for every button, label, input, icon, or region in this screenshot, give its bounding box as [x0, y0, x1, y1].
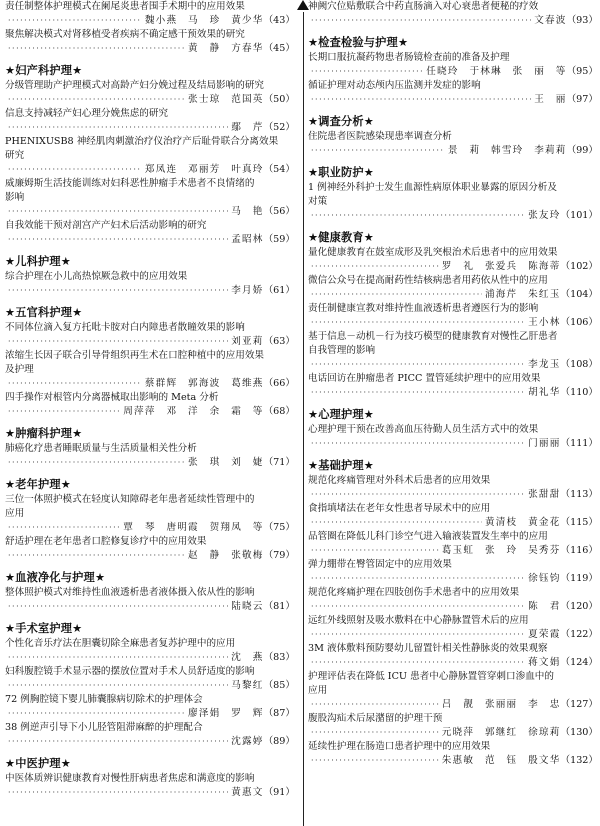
entry-page-number: （43） [263, 15, 295, 26]
toc-entry[interactable] [308, 0, 598, 28]
entry-authors: 任晓玲 于林琳 张 丽 等 [426, 66, 567, 77]
toc-entry[interactable] [308, 558, 598, 586]
entry-meta [5, 786, 295, 800]
entry-meta [5, 521, 295, 535]
entry-meta [308, 628, 598, 642]
entry-title: 规范化疼痛管理对外科术后患者的应用效果 [308, 475, 491, 486]
entry-authors: 张甜甜 [528, 489, 561, 500]
toc-section [5, 304, 295, 419]
entry-page-number: （91） [263, 787, 295, 798]
entry-meta [308, 572, 598, 586]
entry-page-number: （95） [566, 66, 598, 77]
leader-dots [311, 544, 439, 558]
toc-section [308, 406, 598, 451]
leader-dots [311, 656, 525, 670]
entry-title: 长期口服抗凝药物患者肠镜检查前的准备及护理 [308, 52, 510, 63]
toc-entry[interactable] [308, 51, 598, 79]
entry-title: 品管圈在降低儿科门诊空气进入输液装置发生率中的应用 [308, 531, 548, 542]
entry-meta [5, 735, 295, 749]
toc-entry[interactable] [5, 391, 295, 419]
entry-title: 护理评估表在降低 ICU 患者中心静脉置管穿刺口渗血中的 [308, 671, 554, 682]
toc-entry[interactable] [5, 493, 295, 535]
leader-dots [8, 163, 142, 177]
leader-dots [311, 316, 525, 330]
leader-dots [8, 14, 142, 28]
entry-title: 研究 [5, 150, 25, 161]
entry-page-number: （99） [566, 145, 598, 156]
entry-meta [308, 209, 598, 223]
entry-page-number: （113） [560, 489, 598, 500]
leader-dots [311, 260, 439, 274]
entry-page-number: （101） [560, 210, 598, 221]
entry-title: 责任制健康宣教对维持性血液透析患者遵医行为的影响 [308, 303, 539, 314]
leader-dots [8, 205, 228, 219]
entry-page-number: （93） [566, 15, 598, 26]
entry-meta [308, 726, 598, 740]
entry-meta [308, 544, 598, 558]
toc-entry[interactable] [308, 181, 598, 223]
leader-dots [311, 93, 531, 107]
entry-title: 38 例逆声引导下小儿胫管阻滞麻醉的护理配合 [5, 722, 203, 733]
entry-meta [5, 377, 295, 391]
section-heading: ★老年护理★ [5, 478, 72, 491]
entry-page-number: （54） [263, 164, 295, 175]
entry-page-number: （120） [560, 601, 598, 612]
entry-authors: 葛玉虹 张 玲 吴秀芬 [441, 545, 561, 556]
entry-title: 聚焦解决模式对肾移植受者疾病不确定感干预效果的研究 [5, 29, 245, 40]
entry-meta [308, 516, 598, 530]
entry-authors: 浦海芹 朱红玉 [484, 289, 561, 300]
entry-title: 个性化音乐疗法在胆囊切除全麻患者复苏护理中的应用 [5, 638, 236, 649]
toc-entry[interactable] [5, 177, 295, 219]
toc-entry[interactable] [308, 502, 598, 530]
entry-page-number: （122） [560, 629, 598, 640]
leader-dots [8, 735, 228, 749]
entry-title: 自我效能干预对剖宫产产妇术后活动影响的研究 [5, 220, 207, 231]
section-heading: ★职业防护★ [308, 166, 375, 179]
entry-page-number: （75） [263, 522, 295, 533]
leader-dots [311, 437, 525, 451]
entry-page-number: （89） [263, 736, 295, 747]
entry-title: 微信公众号在提高耐药性结核病患者用药依从性中的应用 [308, 275, 548, 286]
entry-authors: 张友玲 [528, 210, 561, 221]
toc-right-column [308, 0, 598, 768]
entry-title: 心理护理干预在改善高血压待勤人员生活方式中的效果 [308, 424, 539, 435]
leader-dots [8, 284, 228, 298]
entry-page-number: （83） [263, 652, 295, 663]
entry-meta [308, 386, 598, 400]
entry-title: 舒适护理在老年患者口腔修复诊疗中的应用效果 [5, 536, 207, 547]
leader-dots [8, 600, 228, 614]
entry-authors: 王 丽 [534, 94, 567, 105]
entry-meta [308, 437, 598, 451]
toc-entry[interactable] [5, 107, 295, 135]
entry-page-number: （111） [560, 438, 598, 449]
entry-meta [308, 93, 598, 107]
entry-page-number: （102） [560, 261, 598, 272]
entry-page-number: （104） [560, 289, 598, 300]
entry-title: 三位一体照护模式在轻度认知障碍老年患者延续性管理中的 [5, 494, 255, 505]
entry-page-number: （61） [263, 285, 295, 296]
entry-title: 3M 液体敷料预防婴幼儿留置针相关性静脉炎的效果观察 [308, 643, 548, 654]
entry-authors: 黄清枝 黄金花 [484, 517, 561, 528]
toc-entry[interactable] [5, 442, 295, 470]
leader-dots [311, 358, 525, 372]
toc-left-column [5, 0, 295, 800]
entry-title: 神阙穴位贴敷联合中药直肠滴入对心衰患者便秘的疗效 [308, 1, 539, 12]
entry-page-number: （71） [263, 457, 295, 468]
entry-title: 1 例神经外科护士发生血源性病原体职业暴露的原因分析及 [308, 182, 557, 193]
entry-authors: 刘亚莉 [231, 336, 264, 347]
entry-authors: 王小林 [528, 317, 561, 328]
entry-meta [5, 707, 295, 721]
entry-authors: 魏小燕 马 珍 黄少华 [144, 15, 264, 26]
entry-authors: 徐钰钧 [528, 573, 561, 584]
section-heading: ★调查分析★ [308, 115, 375, 128]
entry-page-number: （52） [263, 122, 295, 133]
entry-title: 远红外线照射及吸水敷料在中心静脉置管术后的应用 [308, 615, 529, 626]
leader-dots [311, 628, 525, 642]
entry-title: 住院患者医院感染现患率调查分析 [308, 131, 452, 142]
toc-entry[interactable] [5, 219, 295, 247]
leader-dots [8, 42, 185, 56]
entry-authors: 赵 静 张敬梅 [188, 550, 264, 561]
entry-authors: 廖泽娟 罗 辉 [188, 708, 264, 719]
leader-dots [8, 707, 185, 721]
toc-section [5, 569, 295, 614]
leader-dots [311, 516, 482, 530]
entry-title: 腹股沟疝术后尿潴留的护理干预 [308, 713, 443, 724]
leader-dots [311, 386, 525, 400]
leader-dots [311, 600, 525, 614]
entry-meta [308, 754, 598, 768]
toc-entry[interactable] [5, 772, 295, 800]
entry-title: 应用 [5, 508, 25, 519]
leader-dots [311, 14, 531, 28]
entry-meta [5, 405, 295, 419]
toc-entry[interactable] [308, 740, 598, 768]
entry-meta [308, 144, 598, 158]
entry-authors: 吕 靓 张丽丽 李 忠 [441, 699, 561, 710]
entry-authors: 郑凤连 邓丽芳 叶真玲 [144, 164, 264, 175]
toc-entry[interactable] [5, 79, 295, 107]
toc-section [5, 62, 295, 247]
entry-authors: 张士琼 范国英 [188, 94, 264, 105]
entry-title: 电话回访在肿瘤患者 PICC 置管延续护理中的应用效果 [308, 373, 541, 384]
entry-page-number: （115） [560, 517, 598, 528]
entry-title: 分级管理助产护理模式对高龄产妇分娩过程及结局影响的研究 [5, 80, 265, 91]
toc-section [5, 0, 295, 56]
entry-meta [5, 549, 295, 563]
section-heading: ★血液净化与护理★ [5, 571, 106, 584]
entry-title: 中医体质辨识健康教育对慢性肝病患者焦虑和满意度的影响 [5, 773, 255, 784]
entry-meta [308, 600, 598, 614]
section-heading: ★基础护理★ [308, 459, 375, 472]
leader-dots [8, 549, 185, 563]
entry-title: 威廉姆斯生活技能训练对妇科恶性肿瘤手术患者不良情绪的 [5, 178, 255, 189]
section-heading: ★儿科护理★ [5, 255, 72, 268]
entry-title: 72 例胸腔镜下婴儿肺囊腺病切除术的护理体会 [5, 694, 203, 705]
section-heading: ★心理护理★ [308, 408, 375, 421]
entry-title: 责任制整体护理模式在阑尾炎患者围手术期中的应用效果 [5, 1, 245, 12]
toc-entry[interactable] [5, 270, 295, 298]
entry-meta [308, 65, 598, 79]
entry-authors: 朱惠敏 范 钰 殷文华 [441, 755, 561, 766]
entry-page-number: （97） [566, 94, 598, 105]
entry-title: 对策 [308, 196, 328, 207]
entry-authors: 覃 琴 唐明霞 贺翔凤 等 [123, 522, 264, 533]
entry-meta [5, 679, 295, 693]
section-heading: ★中医护理★ [5, 757, 72, 770]
entry-meta [5, 335, 295, 349]
entry-authors: 张 琪 刘 婕 [188, 457, 264, 468]
entry-title: 影响 [5, 192, 25, 203]
toc-entry[interactable] [308, 246, 598, 274]
leader-dots [311, 488, 525, 502]
entry-page-number: （132） [560, 755, 598, 766]
section-heading: ★五官科护理★ [5, 306, 83, 319]
entry-page-number: （127） [560, 699, 598, 710]
column-divider [303, 12, 304, 826]
toc-section [5, 620, 295, 749]
entry-page-number: （68） [263, 406, 295, 417]
entry-page-number: （110） [560, 387, 598, 398]
toc-section [308, 34, 598, 107]
leader-dots [8, 233, 228, 247]
toc-entry[interactable] [5, 637, 295, 665]
entry-authors: 蔡群辉 郭海波 葛维燕 [144, 378, 264, 389]
section-heading: ★妇产科护理★ [5, 64, 83, 77]
entry-title: 量化健康教育在鼓室成形及乳突根治术后患者中的应用效果 [308, 247, 558, 258]
entry-page-number: （130） [560, 727, 598, 738]
entry-meta [5, 205, 295, 219]
entry-authors: 陈 君 [528, 601, 561, 612]
toc-section [308, 457, 598, 768]
leader-dots [311, 209, 525, 223]
entry-title: 弹力绷带在臀管固定中的应用效果 [308, 559, 452, 570]
leader-dots [311, 726, 439, 740]
entry-authors: 鄢 芹 [231, 122, 264, 133]
entry-title: 妇科腹腔镜手术显示器的摆放位置对手术人员舒适度的影响 [5, 666, 255, 677]
toc-entry[interactable] [5, 586, 295, 614]
toc-section [308, 229, 598, 400]
toc-entry[interactable] [308, 130, 598, 158]
entry-authors: 孟昭林 [231, 234, 264, 245]
entry-authors: 陆晓云 [231, 601, 264, 612]
entry-title: 循证护理对动态颅内压监测并发症的影响 [308, 80, 481, 91]
leader-dots [311, 572, 525, 586]
entry-meta [5, 93, 295, 107]
entry-meta [308, 288, 598, 302]
entry-meta [5, 651, 295, 665]
leader-dots [8, 335, 228, 349]
leader-dots [8, 121, 228, 135]
entry-page-number: （66） [263, 378, 295, 389]
toc-entry[interactable] [308, 274, 598, 302]
leader-dots [311, 754, 439, 768]
section-heading: ★健康教育★ [308, 231, 375, 244]
entry-meta [308, 698, 598, 712]
entry-meta [308, 656, 598, 670]
entry-meta [308, 358, 598, 372]
entry-title: 肺癌化疗患者睡眠质量与生活质量相关性分析 [5, 443, 197, 454]
toc-entry[interactable] [308, 79, 598, 107]
entry-page-number: （124） [560, 657, 598, 668]
leader-dots [8, 93, 185, 107]
entry-meta [308, 316, 598, 330]
entry-page-number: （59） [263, 234, 295, 245]
entry-title: 应用 [308, 685, 328, 696]
toc-entry[interactable] [308, 670, 598, 712]
entry-authors: 马 艳 [231, 206, 264, 217]
leader-dots [8, 679, 228, 693]
entry-authors: 沈 燕 [231, 652, 264, 663]
entry-page-number: （63） [263, 336, 295, 347]
entry-page-number: （50） [263, 94, 295, 105]
entry-authors: 李龙玉 [528, 359, 561, 370]
toc-section [5, 755, 295, 800]
entry-authors: 周萍萍 邓 洋 余 霜 等 [123, 406, 264, 417]
toc-section [5, 253, 295, 298]
entry-page-number: （85） [263, 680, 295, 691]
entry-authors: 景 莉 韩雪玲 李莉莉 [447, 145, 567, 156]
entry-authors: 李月娇 [231, 285, 264, 296]
toc-section [308, 0, 598, 28]
entry-authors: 文春波 [534, 15, 567, 26]
entry-authors: 夏荣霞 [528, 629, 561, 640]
leader-dots [8, 456, 185, 470]
toc-entry[interactable] [308, 423, 598, 451]
entry-meta [5, 284, 295, 298]
entry-title: 浓缩生长因子联合引导骨组织再生术在口腔种植中的应用效果 [5, 350, 265, 361]
entry-authors: 黄 静 方春华 [188, 43, 264, 54]
toc-entry[interactable] [5, 535, 295, 563]
leader-dots [8, 521, 120, 535]
entry-meta [5, 456, 295, 470]
leader-dots [311, 288, 482, 302]
entry-title: PHENIXUSB8 神经肌肉刺激治疗仪治疗产后耻骨联合分离效果 [5, 136, 279, 147]
toc-section [308, 113, 598, 158]
toc-entry[interactable] [5, 721, 295, 749]
toc-entry[interactable] [308, 330, 598, 372]
leader-dots [8, 651, 228, 665]
entry-title: 四手操作对根管内分离器械取出影响的 Meta 分析 [5, 392, 219, 403]
entry-title: 基于信息－动机－行为技巧模型的健康教育对慢性乙肝患者 [308, 331, 558, 342]
entry-authors: 元晓萍 郭继红 徐琼莉 [441, 727, 561, 738]
entry-meta [5, 233, 295, 247]
leader-dots [311, 698, 439, 712]
toc-entry[interactable] [5, 135, 295, 177]
entry-title: 规范化疼痛护理在四肢创伤手术患者中的应用效果 [308, 587, 520, 598]
section-heading: ★肿瘤科护理★ [5, 427, 83, 440]
toc-entry[interactable] [308, 530, 598, 558]
entry-meta [5, 42, 295, 56]
entry-meta [5, 600, 295, 614]
toc-entry[interactable] [308, 586, 598, 614]
leader-dots [8, 405, 120, 419]
entry-authors: 门丽丽 [528, 438, 561, 449]
leader-dots [8, 377, 142, 391]
toc-entry[interactable] [308, 712, 598, 740]
toc-entry[interactable] [5, 0, 295, 28]
toc-entry[interactable] [5, 321, 295, 349]
entry-page-number: （119） [560, 573, 598, 584]
entry-meta [5, 121, 295, 135]
entry-meta [308, 488, 598, 502]
entry-page-number: （56） [263, 206, 295, 217]
entry-page-number: （81） [263, 601, 295, 612]
entry-title: 及护理 [5, 364, 34, 375]
entry-authors: 胡礼华 [528, 387, 561, 398]
toc-entry[interactable] [5, 693, 295, 721]
entry-page-number: （106） [560, 317, 598, 328]
leader-dots [8, 786, 228, 800]
toc-entry[interactable] [5, 665, 295, 693]
entry-authors: 罗 礼 张爱兵 陈海蒂 [441, 261, 561, 272]
toc-entry[interactable] [5, 28, 295, 56]
entry-title: 食指填堵法在老年女性患者导尿术中的应用 [308, 503, 491, 514]
toc-section [308, 164, 598, 223]
section-heading: ★检查检验与护理★ [308, 36, 409, 49]
section-heading: ★手术室护理★ [5, 622, 83, 635]
toc-entry[interactable] [308, 614, 598, 642]
entry-page-number: （45） [263, 43, 295, 54]
entry-authors: 沈露婷 [231, 736, 264, 747]
toc-section [5, 425, 295, 470]
toc-entry[interactable] [308, 642, 598, 670]
entry-meta [5, 14, 295, 28]
entry-title: 整体照护模式对维持性血液透析患者液体摄入依从性的影响 [5, 587, 255, 598]
entry-meta [5, 163, 295, 177]
toc-entry[interactable] [5, 349, 295, 391]
toc-entry[interactable] [308, 302, 598, 330]
entry-page-number: （79） [263, 550, 295, 561]
entry-title: 延续性护理在肠造口患者护理中的应用效果 [308, 741, 491, 752]
entry-title: 自我管理的影响 [308, 345, 376, 356]
entry-title: 信息支持减轻产妇心理分娩焦虑的研究 [5, 108, 169, 119]
entry-page-number: （108） [560, 359, 598, 370]
entry-page-number: （87） [263, 708, 295, 719]
entry-title: 综合护理在小儿高热惊厥急救中的应用效果 [5, 271, 188, 282]
toc-entry[interactable] [308, 474, 598, 502]
entry-authors: 蒋文娟 [528, 657, 561, 668]
entry-meta [308, 260, 598, 274]
entry-title: 不同体位滴入复方托吡卡胺对白内障患者散瞳效果的影响 [5, 322, 245, 333]
toc-section [5, 476, 295, 563]
entry-meta [308, 14, 598, 28]
entry-authors: 马黎红 [231, 680, 264, 691]
entry-authors: 黄惠文 [231, 787, 264, 798]
toc-entry[interactable] [308, 372, 598, 400]
leader-dots [311, 144, 445, 158]
leader-dots [311, 65, 423, 79]
entry-page-number: （116） [560, 545, 598, 556]
